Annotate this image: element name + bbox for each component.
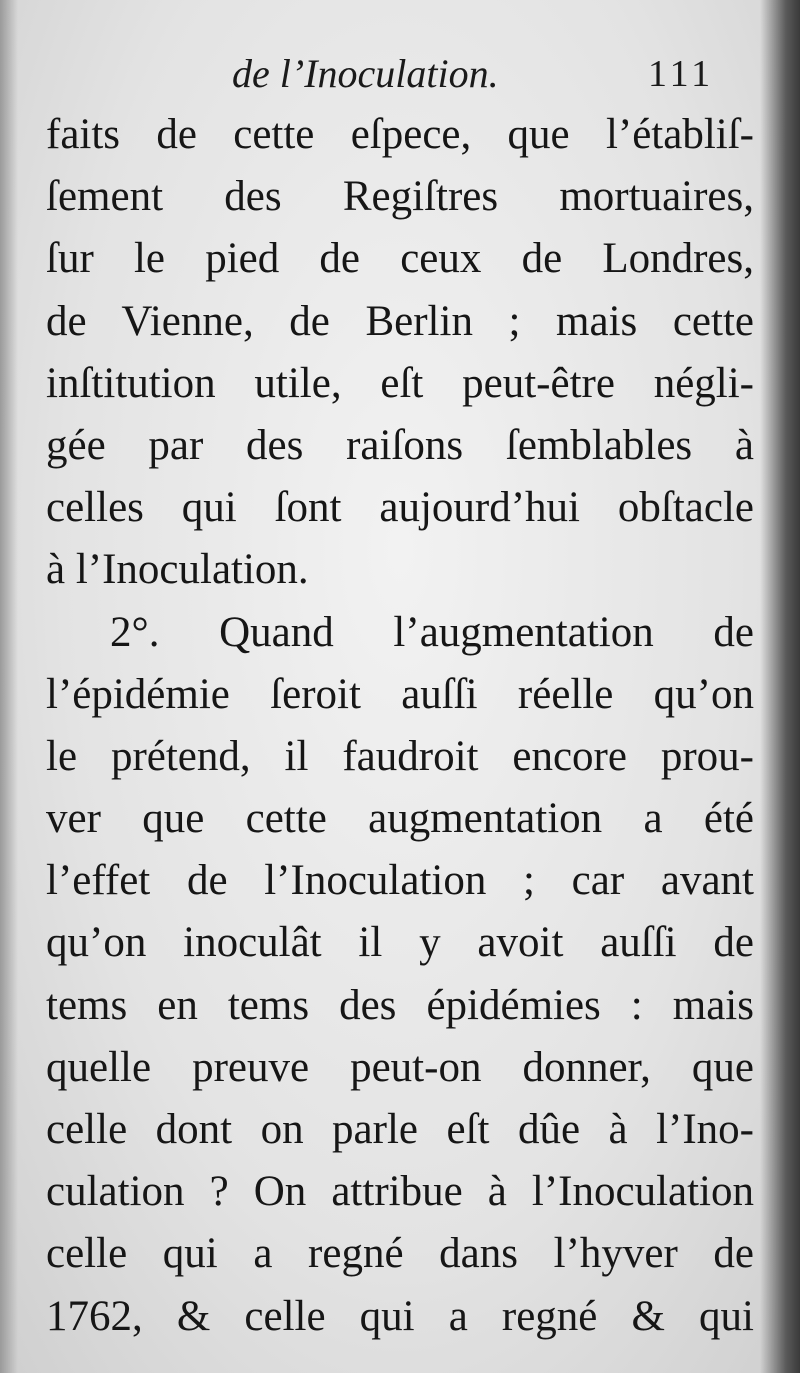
text-line: gée par des raiſons ſemblables à — [46, 421, 754, 469]
paragraph-start-line: 2°. Quand l’augmentation de — [110, 608, 754, 656]
text-line: ſement des Regiſtres mortuaires, — [46, 173, 754, 221]
text-line: de Vienne, de Berlin ; mais cette — [46, 297, 754, 345]
text-line: 1762, & celle qui a regné & qui — [46, 1292, 754, 1340]
text-line: ſur le pied de ceux de Londres, — [46, 235, 754, 283]
page-header — [0, 48, 800, 108]
page-edge-shadow — [760, 0, 800, 1373]
page-gutter-shadow — [0, 0, 18, 1373]
text-line: celle qui a regné dans l’hyver de — [46, 1230, 754, 1278]
page-number: 111 — [648, 53, 715, 95]
running-title: de l’Inoculation. — [232, 51, 499, 96]
text-line: quelle preuve peut-on donner, que — [46, 1043, 754, 1091]
text-line: qu’on inoculât il y avoit auſſi de — [46, 919, 754, 967]
text-line: celle dont on parle eſt dûe à l’Ino- — [46, 1106, 754, 1153]
text-line: celles qui ſont aujourd’hui obſtacle — [46, 484, 754, 532]
text-line: le prétend, il faudroit encore prou- — [46, 732, 754, 780]
text-line: tems en tems des épidémies : mais — [46, 981, 754, 1029]
text-line: l’épidémie ſeroit auſſi réelle qu’on — [46, 670, 754, 718]
paragraph-end-line: à l’Inoculation. — [46, 546, 309, 594]
page-body — [46, 104, 754, 1348]
text-line: inſtitution utile, eſt peut-être négli- — [46, 359, 754, 407]
text-line: ver que cette augmentation a été — [46, 795, 754, 843]
text-line: culation ? On attribue à l’Inoculation — [46, 1168, 754, 1216]
text-line: l’effet de l’Inoculation ; car avant — [46, 857, 754, 905]
text-line: faits de cette eſpece, que l’établiſ- — [46, 111, 754, 158]
